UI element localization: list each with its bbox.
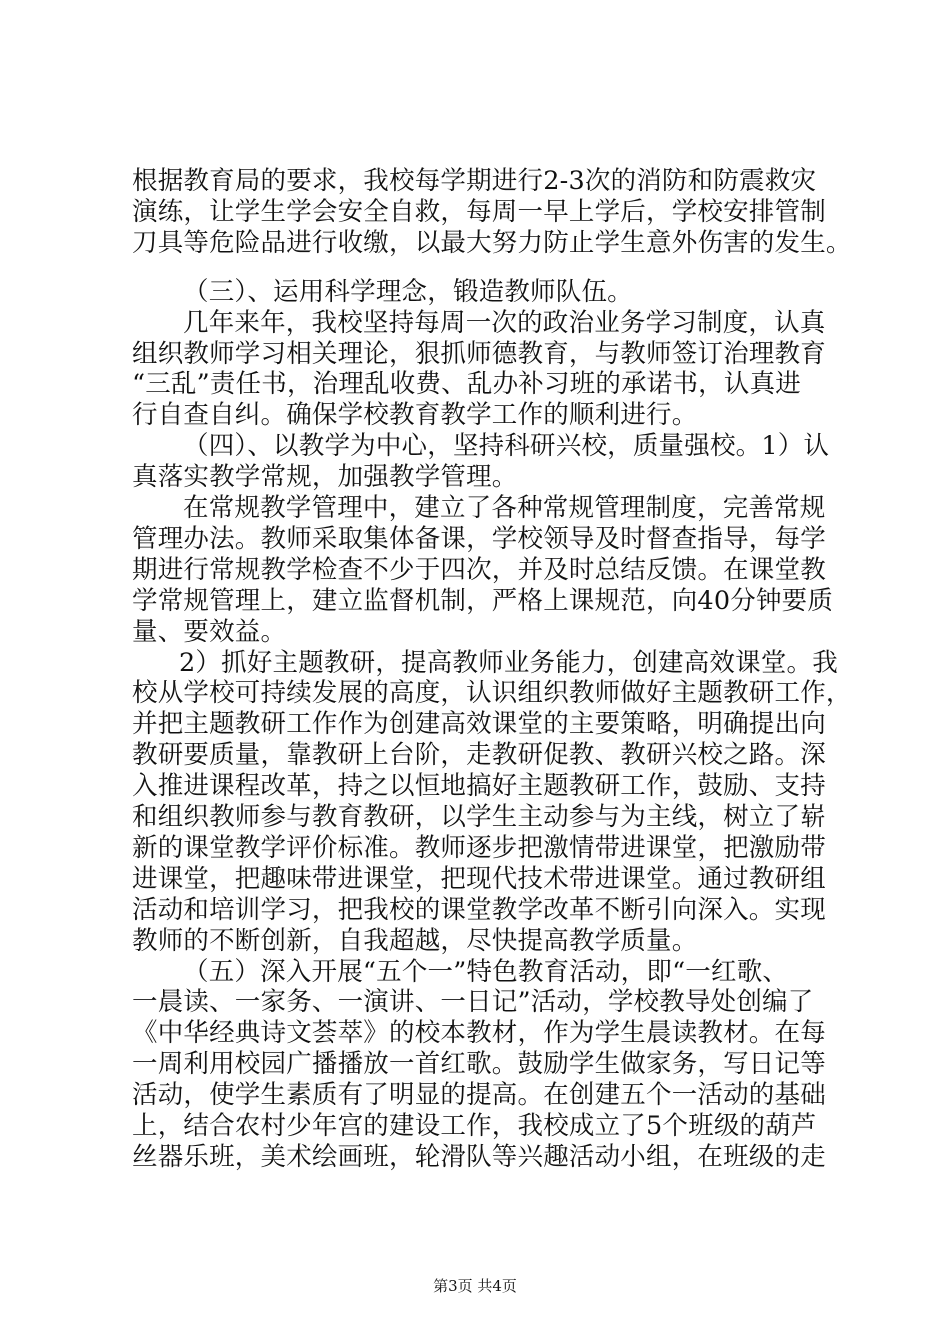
text-line: 进课堂，把趣味带进课堂，把现代技术带进课堂。通过教研组 (132, 864, 826, 894)
text-line: 真落实教学常规，加强教学管理。 (132, 462, 518, 492)
text-line: 活动和培训学习，把我校的课堂教学改革不断引向深入。实现 (132, 895, 826, 925)
section-heading: （四）、以教学为中心，坚持科研兴校，质量强校。1）认 (183, 431, 830, 461)
text-line: 组织教师学习相关理论，狠抓师德教育，与教师签订治理教育 (132, 339, 826, 369)
text-line: 新的课堂教学评价标准。教师逐步把激情带进课堂，把激励带 (132, 833, 826, 863)
text-line: 学常规管理上，建立监督机制，严格上课规范，向40分钟要质 (132, 586, 834, 616)
text-line: 丝器乐班，美术绘画班，轮滑队等兴趣活动小组，在班级的走 (132, 1142, 826, 1172)
text-line: 一周利用校园广播播放一首红歌。鼓励学生做家务，写日记等 (132, 1049, 826, 1079)
text-line: “三乱”责任书，治理乱收费、乱办补习班的承诺书，认真进 (132, 369, 801, 399)
text-line: 在常规教学管理中，建立了各种常规管理制度，完善常规 (183, 493, 826, 523)
text-line: 《中华经典诗文荟萃》的校本教材，作为学生晨读教材。在每 (132, 1018, 826, 1048)
text-line: 几年来年，我校坚持每周一次的政治业务学习制度，认真 (183, 308, 826, 338)
text-line: 活动，使学生素质有了明显的提高。在创建五个一活动的基础 (132, 1080, 826, 1110)
text-line: 教师的不断创新，自我超越，尽快提高教学质量。 (132, 926, 698, 956)
text-line: 入推进课程改革，持之以恒地搞好主题教研工作，鼓励、支持 (132, 771, 826, 801)
text-line: 和组织教师参与教育教研，以学生主动参与为主线，树立了崭 (132, 802, 826, 832)
text-line: 量、要效益。 (132, 617, 287, 647)
section-heading: （三）、运用科学理念，锻造教师队伍。 (183, 277, 633, 307)
text-line: 2）抓好主题教研，提高教师业务能力，创建高效课堂。我 (179, 648, 838, 678)
text-line: 教研要质量，靠教研上台阶，走教研促教、教研兴校之路。深 (132, 740, 826, 770)
text-line: 并把主题教研工作作为创建高效课堂的主要策略，明确提出向 (132, 709, 826, 739)
section-heading: （五）深入开展“五个一”特色教育活动，即“一红歌、 (183, 957, 789, 987)
text-line: 演练，让学生学会安全自救，每周一早上学后，学校安排管制 (132, 197, 826, 227)
text-line: 根据教育局的要求，我校每学期进行2-3次的消防和防震救灾 (132, 166, 817, 196)
text-line: 行自查自纠。确保学校教育教学工作的顺利进行。 (132, 400, 698, 430)
text-line: 校从学校可持续发展的高度，认识组织教师做好主题教研工作， (132, 678, 852, 708)
text-line: 期进行常规教学检查不少于四次，并及时总结反馈。在课堂教 (132, 555, 826, 585)
text-line: 刀具等危险品进行收缴，以最大努力防止学生意外伤害的发生。 (132, 228, 852, 258)
text-line: 一晨读、一家务、一演讲、一日记”活动，学校教导处创编了 (132, 987, 814, 1017)
page-number: 第3页 共4页 (433, 1277, 517, 1295)
text-line: 上，结合农村少年宫的建设工作，我校成立了5个班级的葫芦 (132, 1111, 817, 1141)
text-line: 管理办法。教师采取集体备课，学校领导及时督查指导，每学 (132, 524, 826, 554)
